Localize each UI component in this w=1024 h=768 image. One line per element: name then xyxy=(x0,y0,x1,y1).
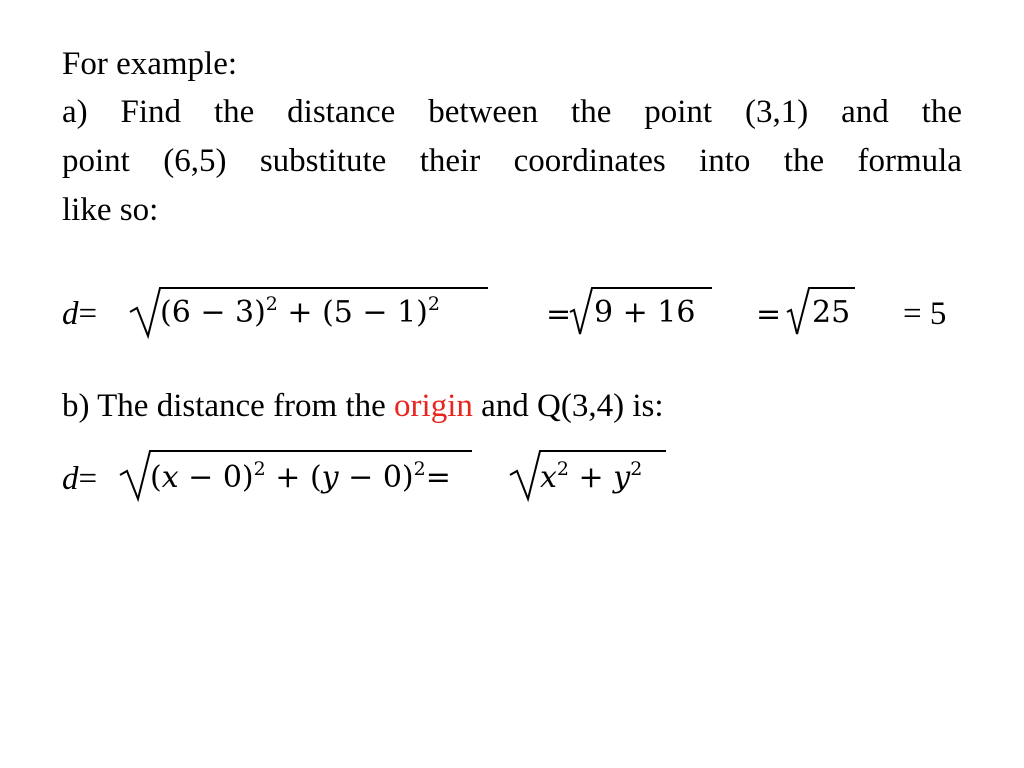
exponent: 2 xyxy=(427,293,440,315)
word: Find xyxy=(120,94,182,130)
equation-b-lhs xyxy=(62,463,97,496)
exponent: 2 xyxy=(556,458,570,480)
word: the xyxy=(571,94,612,130)
term: (6 − 3) xyxy=(160,295,266,330)
exponent: 2 xyxy=(265,293,278,315)
plus: + xyxy=(569,460,614,495)
word: formula xyxy=(857,143,962,179)
equals-sign: = xyxy=(546,297,572,332)
word: coordinates xyxy=(513,143,666,179)
result: = 5 xyxy=(903,296,947,332)
part-a-line-1 xyxy=(62,96,962,129)
radicand-sum-squares xyxy=(540,458,643,495)
radicand-xy xyxy=(150,458,451,495)
var-x: x xyxy=(540,460,557,495)
part-a-line-2 xyxy=(62,145,962,178)
word: into xyxy=(699,143,751,179)
word: (6,5) xyxy=(163,143,227,179)
sentence-end: and Q(3,4) is: xyxy=(472,388,664,424)
origin-highlight: origin xyxy=(394,388,473,424)
word: and xyxy=(841,94,889,130)
heading: For example: xyxy=(62,46,238,82)
word: the xyxy=(921,94,962,130)
word: (3,1) xyxy=(744,94,809,130)
part-a-line-3: like so: xyxy=(62,192,159,228)
equation-a-lhs xyxy=(62,298,97,331)
part-b-sentence xyxy=(62,390,664,423)
paren: ( xyxy=(150,460,162,495)
word: the xyxy=(783,143,825,179)
word: the xyxy=(213,94,255,130)
var-y: y xyxy=(613,460,631,495)
word: their xyxy=(419,143,481,179)
term: − 0) xyxy=(178,460,254,495)
word: substitute xyxy=(259,143,387,179)
radicand-2: 9 + 16 xyxy=(594,295,696,330)
equals-sign: = xyxy=(78,296,98,332)
exponent: 2 xyxy=(253,458,266,480)
variable-d: d xyxy=(62,296,79,332)
var-y: y xyxy=(321,460,339,495)
sentence-start: b) The distance from the xyxy=(62,388,395,424)
word: between xyxy=(428,94,539,130)
term: + (5 − 1) xyxy=(277,295,428,330)
variable-d: d xyxy=(62,461,79,497)
radicand-1 xyxy=(160,293,440,330)
exponent: 2 xyxy=(630,458,643,480)
equals-sign: = xyxy=(78,461,98,497)
paren: ( xyxy=(309,460,322,495)
equals-sign: = xyxy=(756,297,782,332)
exponent: 2 xyxy=(413,458,426,480)
var-x: x xyxy=(161,460,179,495)
word: a) xyxy=(62,94,88,130)
radicand-3: 25 xyxy=(812,295,851,330)
word: point xyxy=(644,94,713,130)
equals-sign: = xyxy=(425,460,451,495)
word: distance xyxy=(287,94,396,130)
word: point xyxy=(62,143,130,179)
plus: + xyxy=(265,460,310,495)
term: − 0) xyxy=(338,460,414,495)
